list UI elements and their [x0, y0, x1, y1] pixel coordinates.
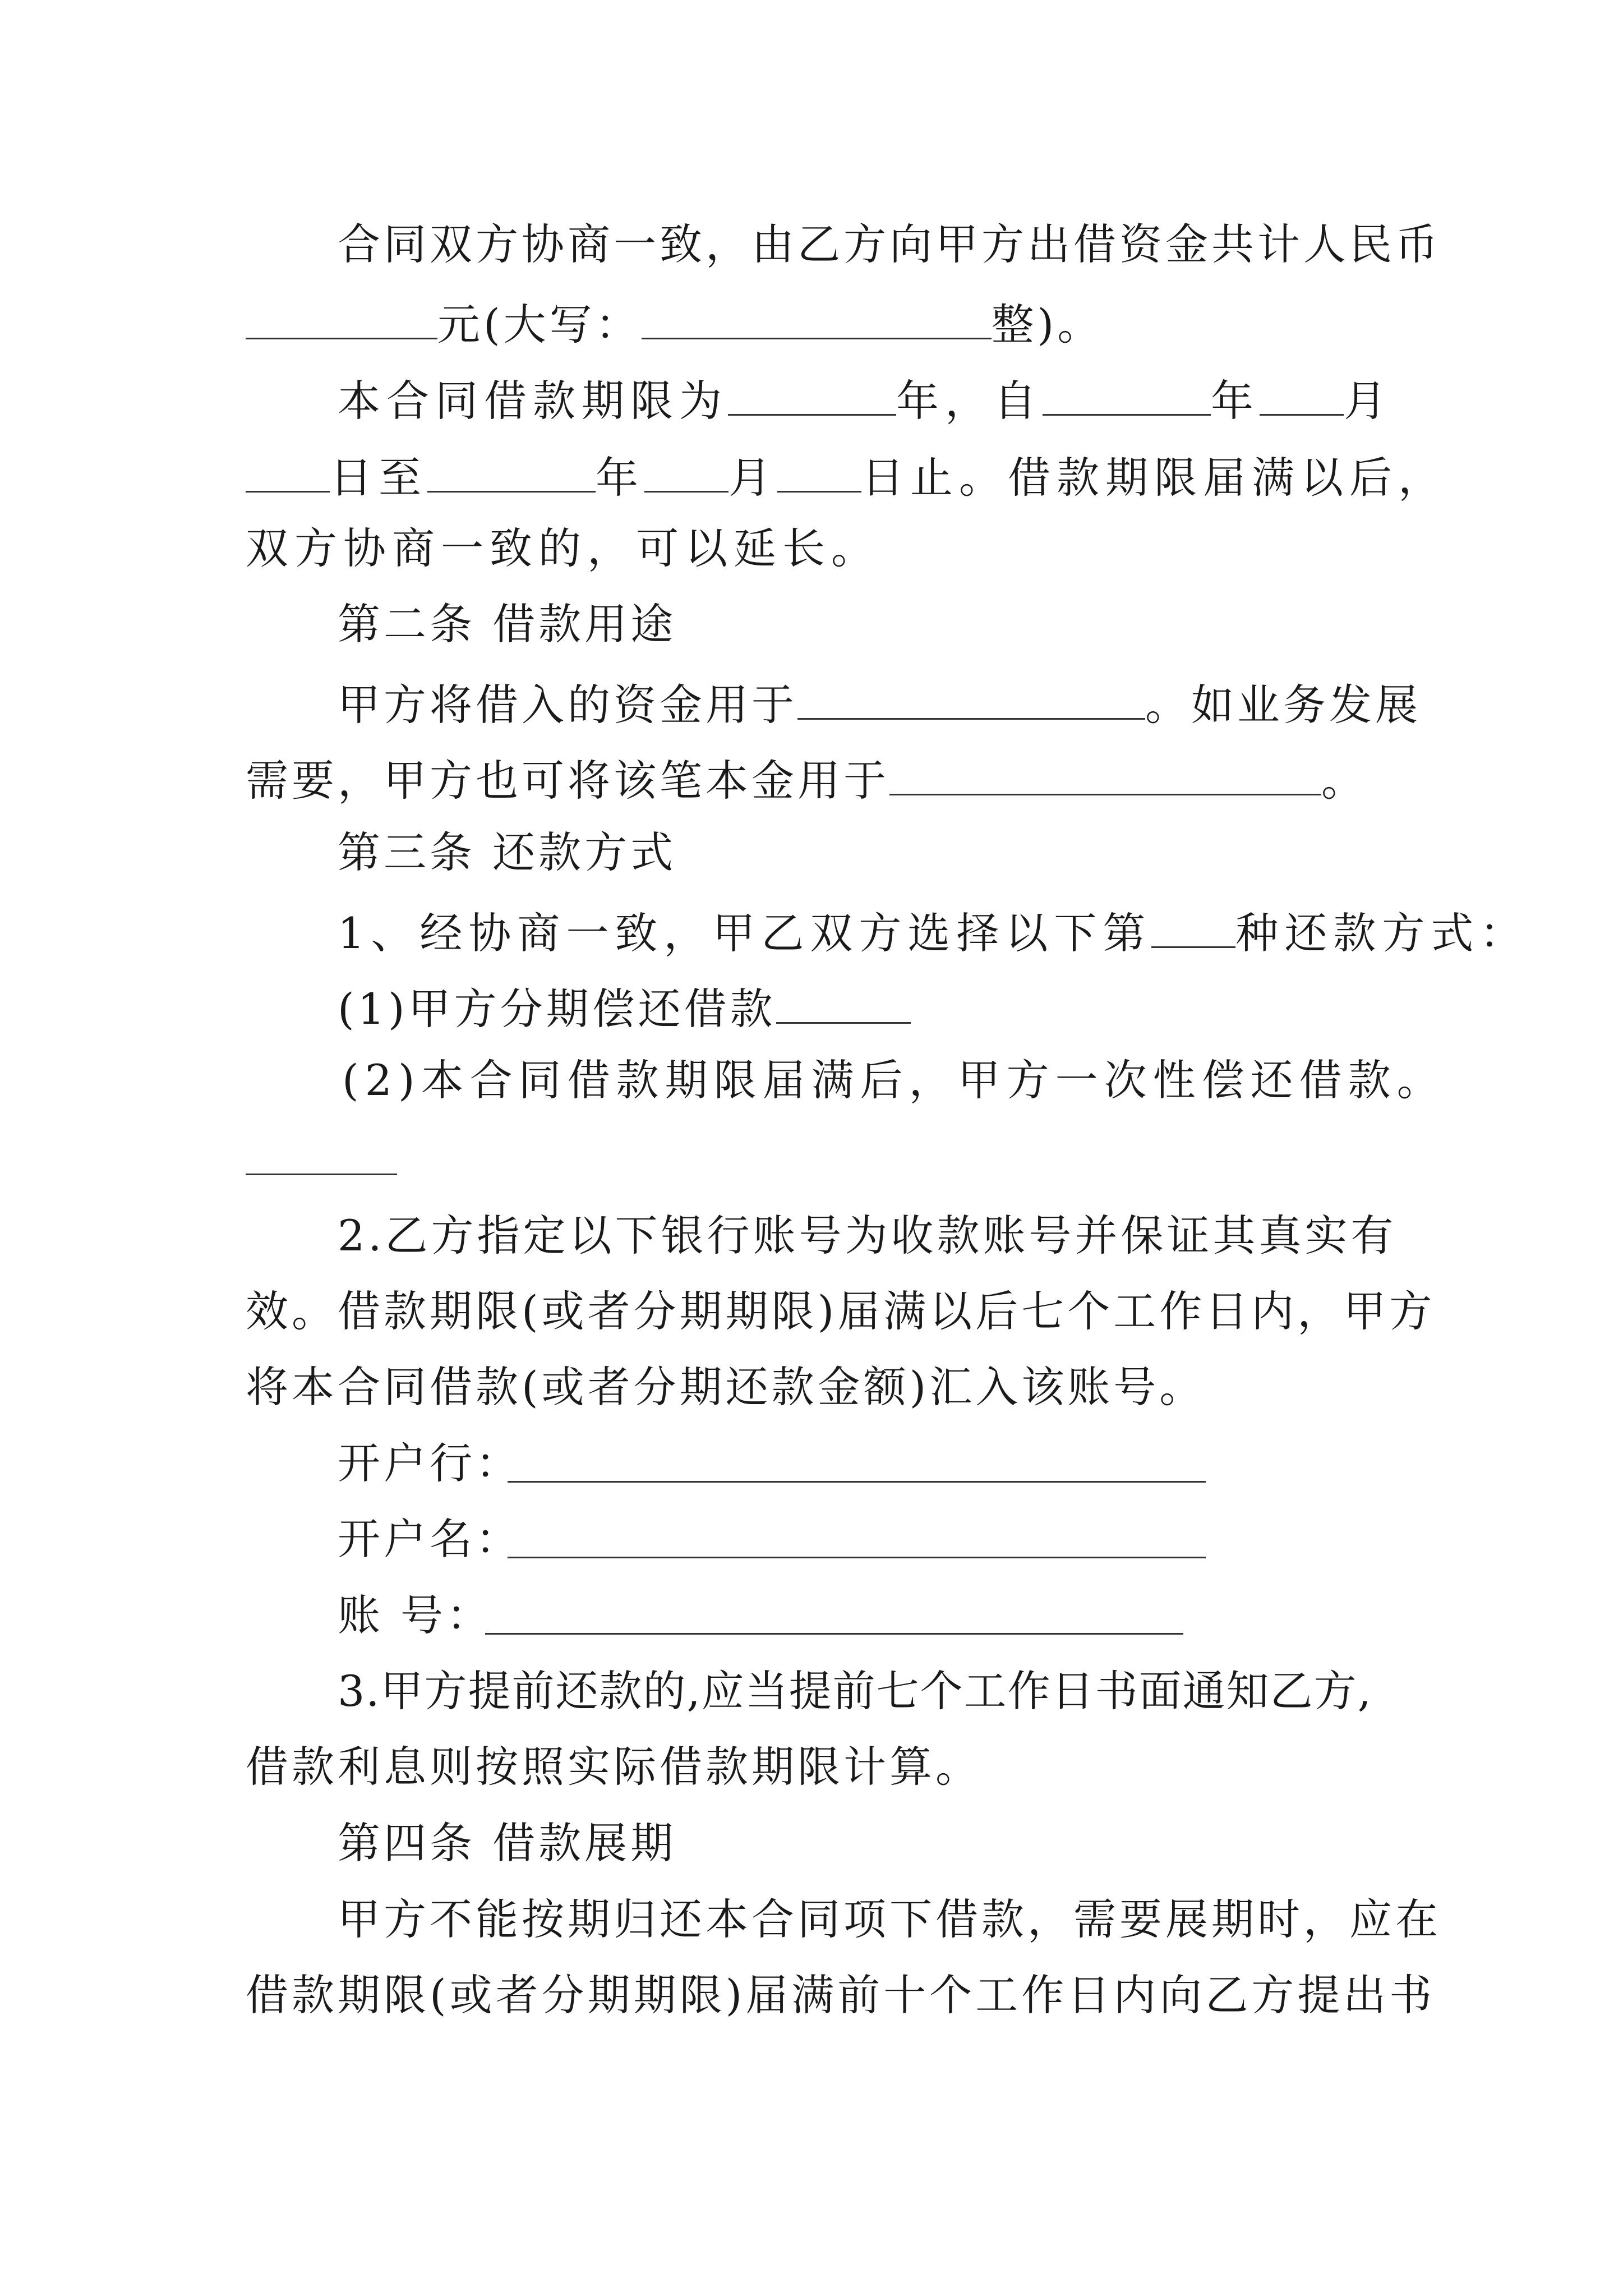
paragraph-loan-term-line2 — [246, 452, 1447, 503]
start-year-blank — [1043, 375, 1211, 416]
account-name-blank — [508, 1557, 1206, 1558]
start-day-blank — [246, 452, 330, 493]
text: 甲方将借入的资金用于 — [338, 680, 797, 730]
article-4-body — [338, 1894, 1441, 1944]
text: ，自 — [945, 376, 1043, 426]
paragraph-loan-amount — [338, 219, 1441, 269]
text: 账 号： — [338, 1590, 493, 1640]
text: 整)。 — [991, 300, 1104, 349]
article-2-heading — [338, 599, 677, 649]
paragraph-loan-amount-line2 — [246, 298, 1104, 349]
text: 元(大写： — [437, 300, 642, 349]
text: 开户行： — [338, 1438, 522, 1488]
text: 需要，甲方也可将该笔本金用于 — [246, 756, 889, 806]
repayment-option-1 — [338, 983, 911, 1034]
text: 开户名： — [338, 1514, 522, 1564]
repayment-option-blank — [1151, 907, 1235, 948]
text: 合同双方协商一致，由乙方向甲方出借资金共计人民币 — [338, 219, 1441, 269]
text: 。如业务发展 — [1145, 680, 1421, 730]
text: 借款期限(或者分期期限)届满前十个工作日内向乙方提出书 — [246, 1970, 1436, 2020]
text: 第三条 还款方式 — [338, 827, 677, 877]
paragraph-loan-term — [338, 375, 1393, 426]
text: 2.乙方指定以下银行账号为收款账号并保证其真实有 — [338, 1211, 1397, 1260]
text: 甲方不能按期归还本合同项下借款，需要展期时，应在 — [338, 1894, 1441, 1944]
purpose-blank — [797, 679, 1145, 720]
article-3-item-3 — [338, 1666, 1372, 1716]
account-number-blank — [485, 1633, 1183, 1635]
alt-purpose-blank — [889, 754, 1321, 795]
text: 效。借款期限(或者分期期限)届满以后七个工作日内，甲方 — [246, 1286, 1436, 1336]
text: (2)本合同借款期限届满后，甲方一次性偿还借款。 — [342, 1055, 1446, 1105]
bank-name-field — [338, 1438, 522, 1488]
text: 日止。借款期限届满以后， — [861, 453, 1447, 503]
end-year-blank — [427, 452, 596, 493]
repayment-option-2 — [342, 1055, 1446, 1105]
text: 3.甲方提前还款的,应当提前七个工作日书面通知乙方, — [338, 1666, 1372, 1716]
text: 第二条 借款用途 — [338, 599, 677, 649]
article-4-body-line2 — [246, 1970, 1436, 2020]
text: 年 — [1211, 376, 1260, 426]
text: 第四条 借款展期 — [338, 1818, 677, 1868]
start-month-blank — [1260, 375, 1344, 416]
article-2-body-line2 — [246, 754, 1367, 806]
article-3-item-2-line3 — [246, 1362, 1206, 1412]
amount-blank — [246, 298, 437, 339]
article-4-heading — [338, 1818, 677, 1868]
amount-words-blank — [642, 298, 992, 339]
text: 日至 — [330, 453, 427, 503]
text: 借款利息则按照实际借款期限计算。 — [246, 1742, 981, 1792]
end-month-blank — [644, 452, 728, 493]
article-3-item-2 — [338, 1211, 1397, 1260]
account-name-field — [338, 1514, 522, 1564]
text: 双方协商一致的，可以延长。 — [246, 523, 880, 573]
paragraph-loan-term-line3 — [246, 523, 880, 573]
article-3-heading — [338, 827, 677, 877]
option-2-blank-line — [246, 1174, 397, 1175]
text: 种还款方式： — [1235, 908, 1529, 958]
account-number-field — [338, 1590, 493, 1640]
term-years-blank — [728, 375, 896, 416]
end-day-blank — [777, 452, 861, 493]
text: 年 — [896, 376, 945, 426]
bank-name-blank — [508, 1481, 1206, 1483]
installment-blank — [776, 983, 911, 1024]
article-3-item-3-line2 — [246, 1742, 981, 1792]
text: (1)甲方分期偿还借款 — [338, 984, 776, 1034]
text: 月 — [1344, 376, 1393, 426]
text: 1、经协商一致，甲乙双方选择以下第 — [338, 908, 1152, 958]
article-2-body — [338, 679, 1421, 730]
article-3-item-2-line2 — [246, 1286, 1436, 1336]
text: 年 — [596, 453, 644, 503]
article-3-item-1 — [338, 907, 1529, 958]
text: 将本合同借款(或者分期还款金额)汇入该账号。 — [246, 1362, 1206, 1412]
text: 月 — [728, 453, 777, 503]
text: 本合同借款期限为 — [338, 376, 728, 426]
text: 。 — [1321, 756, 1367, 806]
